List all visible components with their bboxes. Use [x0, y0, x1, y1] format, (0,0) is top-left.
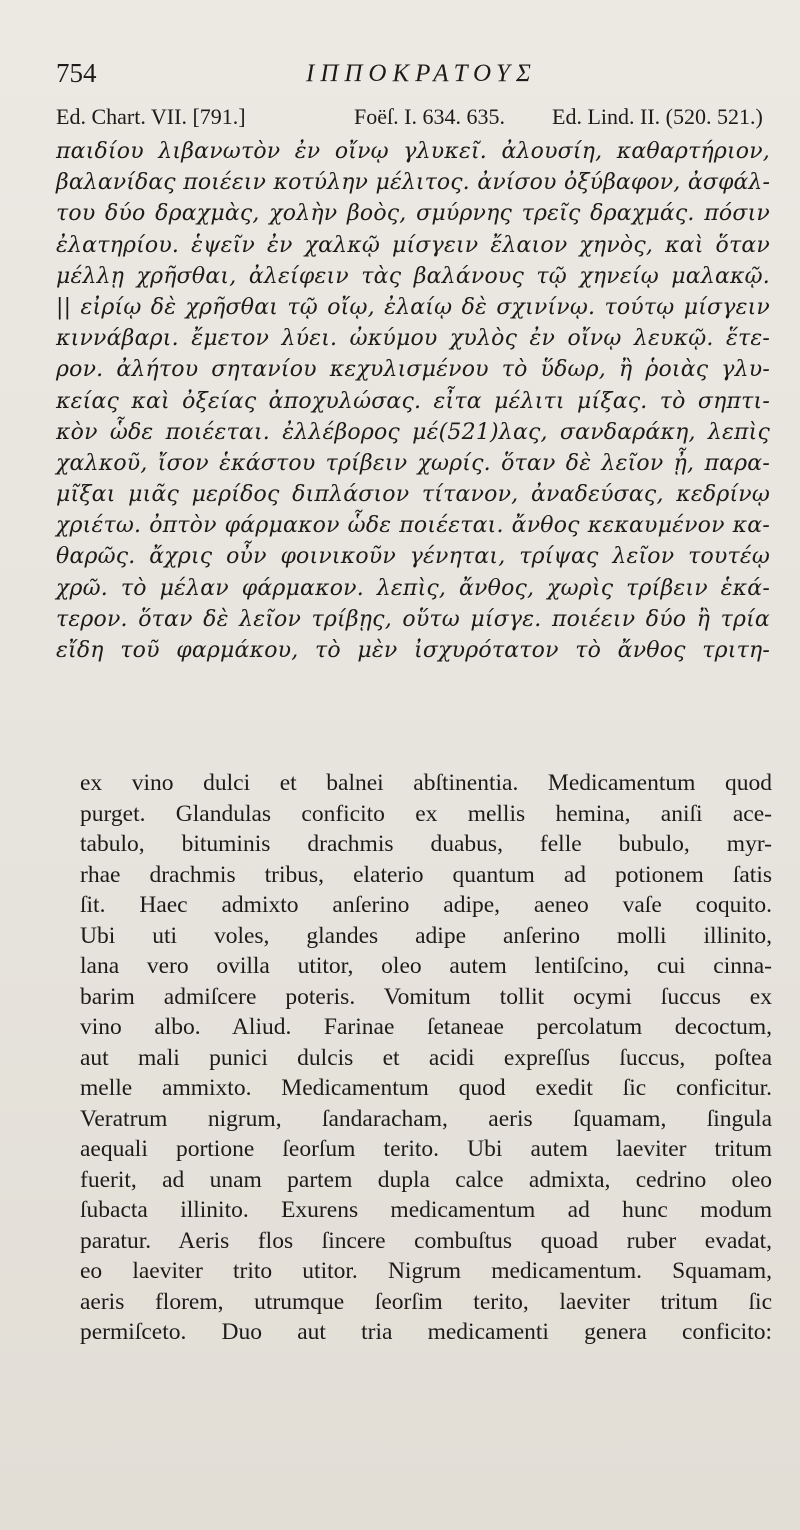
greek-line: μέλλῃ χρῆσθαι, ἀλείφειν τὰς βαλάνους τῷ χηνείῳ μαλακῷ. — [56, 263, 770, 289]
latin-line: purget. Glandulas conficito ex mellis hemina, aniſi ace- — [80, 800, 772, 827]
latin-line: tabulo, bituminis drachmis duabus, felle bubulo, myr- — [80, 831, 772, 857]
latin-line: paratur. Aeris flos ſincere combuſtus quoad ruber evadat, — [80, 1227, 772, 1254]
latin-line: aeris florem, utrumque ſeorſim terito, laeviter tritum ſic — [80, 1288, 772, 1315]
greek-line: εἴδη τοῦ φαρμάκου, τὸ μὲν ἰσχυρότατον τὸ ἄνθος τριτη- — [56, 638, 770, 663]
greek-line: || εἰρίῳ δὲ χρῆσθαι τῷ οἴῳ, ἐλαίῳ δὲ σχινίνῳ. τούτῳ μίσγειν — [56, 294, 770, 320]
greek-line: χαλκοῦ, ἴσον ἑκάστου τρίβειν χωρίς. ὅταν δὲ λεῖον ᾖ, παρα- — [56, 450, 770, 476]
latin-line: barim admiſcere poteris. Vomitum tollit ocymi ſuccus ex — [80, 983, 772, 1010]
latin-line: aut mali punici dulcis et acidi expreſſus ſuccus, poſtea — [80, 1044, 772, 1071]
greek-line: του δύο δραχμὰς, χολὴν βοὸς, σμύρνης τρεῖς δραχμάς. πόσιν — [56, 201, 770, 227]
greek-line: κείας καὶ ὀξείας ἀποχυλώσας. εἶτα μέλιτι μίξας. τὸ σηπτι- — [56, 388, 770, 414]
edition-references — [56, 104, 770, 134]
foes-edition-reference: Foëſ. I. 634. 635. — [354, 104, 505, 129]
greek-line: παιδίου λιβανωτὸν ἐν οἴνῳ γλυκεῖ. ἀλουσίη, καθαρτήριον, — [56, 139, 770, 164]
greek-line: κιννάβαρι. ἔμετον λύει. ὠκύμου χυλὸς ἐν οἴνῳ λευκῷ. ἕτε- — [56, 326, 770, 352]
greek-line: βαλανίδας ποιέειν κοτύλην μέλιτος. ἀνίσου ὀξύβαφον, ἀσφάλ- — [56, 170, 770, 196]
latin-line: ſit. Haec admixto anſerino adipe, aeneo vaſe coquito. — [80, 892, 772, 918]
greek-line: χρῶ. τὸ μέλαν φάρμακον. λεπὶς, ἄνθος, χωρὶς τρίβειν ἑκά- — [56, 575, 770, 601]
latin-line: aequali portione ſeorſum terito. Ubi autem laeviter tritum — [80, 1136, 772, 1162]
greek-text-block — [56, 136, 770, 666]
greek-line: μῖξαι μιᾶς μερίδος διπλάσιον τίτανον, ἀναδεύσας, κεδρίνῳ — [56, 482, 770, 508]
latin-line: melle ammixto. Medicamentum quod exedit ſic conficitur. — [80, 1075, 772, 1101]
linden-edition-reference: Ed. Lind. II. (520. 521.) — [552, 104, 763, 129]
latin-line: ſubacta illinito. Exurens medicamentum ad hunc modum — [80, 1197, 772, 1223]
latin-line: eo laeviter trito utitor. Nigrum medicamentum. Squamam, — [80, 1258, 772, 1284]
running-title: ΙΠΠΟΚΡΑΤΟΥΣ — [306, 60, 537, 87]
latin-line: vino albo. Aliud. Farinae ſetaneae percolatum decoctum, — [80, 1014, 772, 1040]
greek-line: θαρῶς. ἄχρις οὖν φοινικοῦν γένηται, τρίψας λεῖον τουτέῳ — [56, 544, 770, 570]
latin-line: fuerit, ad unam partem dupla calce admixta, cedrino oleo — [80, 1166, 772, 1193]
greek-line: κὸν ὧδε ποιέεται. ἐλλέβορος μέ(521)λας, σανδαράκη, λεπὶς — [56, 419, 770, 445]
latin-line: Veratrum nigrum, ſandaracham, aeris ſquamam, ſingula — [80, 1105, 772, 1132]
latin-line: ex vino dulci et balnei abſtinentia. Medicamentum quod — [80, 770, 772, 796]
page-number: 754 — [56, 58, 97, 88]
latin-line: rhae drachmis tribus, elaterio quantum ad potionem ſatis — [80, 861, 772, 888]
latin-translation-block — [80, 768, 772, 1348]
greek-line: τερον. ὅταν δὲ λεῖον τρίβῃς, οὕτω μίσγε. ποιέειν δύο ἢ τρία — [56, 606, 770, 632]
running-head — [56, 58, 766, 94]
chartier-edition-reference: Ed. Chart. VII. [791.] — [56, 104, 246, 129]
greek-line: χριέτω. ὀπτὸν φάρμακον ὧδε ποιέεται. ἄνθος κεκαυμένον κα- — [56, 513, 770, 539]
greek-line: ρον. ἀλήτου σητανίου κεχυλισμένου τὸ ὕδωρ, ἢ ῥοιὰς γλυ- — [56, 357, 770, 383]
latin-line: Ubi uti voles, glandes adipe anſerino molli illinito, — [80, 922, 772, 949]
latin-line: lana vero ovilla utitor, oleo autem lentiſcino, cui cinna- — [80, 953, 772, 979]
greek-line: ἐλατηρίου. ἑψεῖν ἐν χαλκῷ μίσγειν ἔλαιον χηνὸς, καὶ ὅταν — [56, 232, 770, 258]
latin-line: permiſceto. Duo aut tria medicamenti genera conficito: — [80, 1319, 772, 1345]
